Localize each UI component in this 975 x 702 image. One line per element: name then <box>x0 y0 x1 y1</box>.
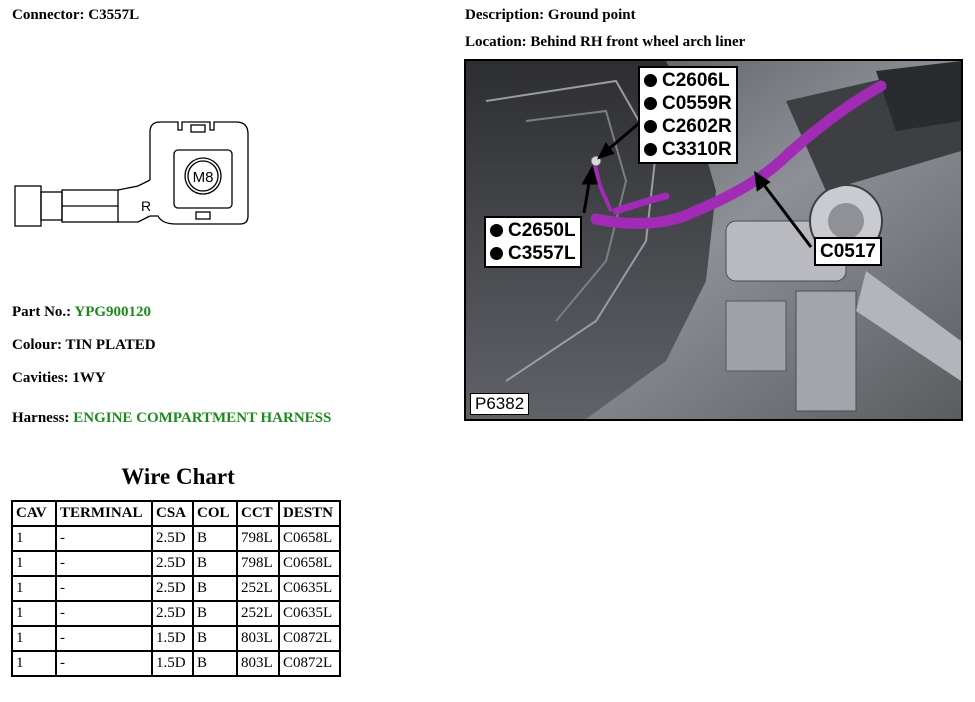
wire-chart-table <box>11 500 341 677</box>
colour-label: Colour: <box>12 337 62 353</box>
cell-col: B <box>194 602 236 625</box>
cell-destn: C0635L <box>280 602 339 625</box>
cell-cav: 1 <box>13 602 55 625</box>
bullet-icon <box>490 224 503 237</box>
callout-item: C0559R <box>644 92 732 115</box>
cell-cav: 1 <box>13 527 55 550</box>
harness-value: ENGINE COMPARTMENT HARNESS <box>73 410 332 426</box>
cell-cav: 1 <box>13 552 55 575</box>
callout-left <box>484 216 582 268</box>
cell-cct: 252L <box>238 602 278 625</box>
cell-cct: 252L <box>238 577 278 600</box>
col-header-cct: CCT <box>238 502 278 525</box>
colour-value: TIN PLATED <box>65 337 156 353</box>
cell-csa: 2.5D <box>153 527 192 550</box>
cell-cct: 803L <box>238 652 278 675</box>
cell-terminal: - <box>57 577 151 600</box>
cell-col: B <box>194 652 236 675</box>
callout-item: C3310R <box>644 138 732 161</box>
col-header-terminal: TERMINAL <box>57 502 151 525</box>
callout-item: C2650L <box>490 219 576 242</box>
cavities-label: Cavities: <box>12 370 69 386</box>
callout-item: C3557L <box>490 242 576 265</box>
col-header-cav: CAV <box>13 502 55 525</box>
colour-line <box>12 337 156 354</box>
cell-terminal: - <box>57 527 151 550</box>
cavities-line <box>12 370 106 387</box>
col-header-col: COL <box>194 502 236 525</box>
table-row <box>13 577 339 600</box>
location-value: Behind RH front wheel arch liner <box>530 34 746 50</box>
cell-destn: C0658L <box>280 527 339 550</box>
bullet-icon <box>644 74 657 87</box>
table-row <box>13 627 339 650</box>
cell-csa: 1.5D <box>153 652 192 675</box>
wire-chart-header-row <box>13 502 339 525</box>
callout-top <box>638 66 738 164</box>
cell-terminal: - <box>57 602 151 625</box>
locator-tab <box>191 125 205 132</box>
part-no-line <box>12 304 151 321</box>
description-label: Description: <box>465 7 545 23</box>
cell-col: B <box>194 627 236 650</box>
location-photo <box>464 59 963 421</box>
harness-label: Harness: <box>12 410 70 426</box>
cell-cav: 1 <box>13 652 55 675</box>
cell-cct: 803L <box>238 627 278 650</box>
callout-item: C2602R <box>644 115 732 138</box>
table-row <box>13 652 339 675</box>
location-label: Location: <box>465 34 527 50</box>
cell-destn: C0872L <box>280 627 339 650</box>
wire-end-block <box>15 186 41 226</box>
part-no-value: YPG900120 <box>74 304 152 320</box>
cell-col: B <box>194 552 236 575</box>
bullet-icon <box>644 143 657 156</box>
cell-cct: 798L <box>238 552 278 575</box>
cell-terminal: - <box>57 552 151 575</box>
cell-col: B <box>194 527 236 550</box>
side-mark: R <box>141 198 152 214</box>
connector-line <box>12 7 139 24</box>
cell-csa: 2.5D <box>153 552 192 575</box>
cell-terminal: - <box>57 652 151 675</box>
col-header-csa: CSA <box>153 502 192 525</box>
image-code: P6382 <box>470 393 529 415</box>
stud-text: M8 <box>192 169 214 186</box>
bullet-icon <box>490 247 503 260</box>
part-no-label: Part No.: <box>12 304 72 320</box>
cavities-value: 1WY <box>72 370 106 386</box>
bullet-icon <box>644 97 657 110</box>
cell-destn: C0658L <box>280 552 339 575</box>
cell-csa: 2.5D <box>153 602 192 625</box>
cell-csa: 1.5D <box>153 627 192 650</box>
table-row <box>13 527 339 550</box>
cell-cct: 798L <box>238 527 278 550</box>
table-row <box>13 552 339 575</box>
location-line <box>465 34 745 51</box>
cell-destn: C0635L <box>280 577 339 600</box>
callout-item: C2606L <box>644 69 732 92</box>
bullet-icon <box>644 120 657 133</box>
cell-terminal: - <box>57 627 151 650</box>
connector-value: C3557L <box>88 7 140 23</box>
cell-csa: 2.5D <box>153 577 192 600</box>
col-header-destn: DESTN <box>280 502 339 525</box>
harness-line <box>12 410 331 427</box>
connector-label: Connector: <box>12 7 85 23</box>
callout-right: C0517 <box>814 237 882 266</box>
table-row <box>13 602 339 625</box>
cell-cav: 1 <box>13 577 55 600</box>
description-line <box>465 7 636 24</box>
wire-chart-title: Wire Chart <box>121 464 235 489</box>
description-value: Ground point <box>547 7 636 23</box>
cell-col: B <box>194 577 236 600</box>
cell-destn: C0872L <box>280 652 339 675</box>
connector-drawing <box>10 112 260 237</box>
cell-cav: 1 <box>13 627 55 650</box>
